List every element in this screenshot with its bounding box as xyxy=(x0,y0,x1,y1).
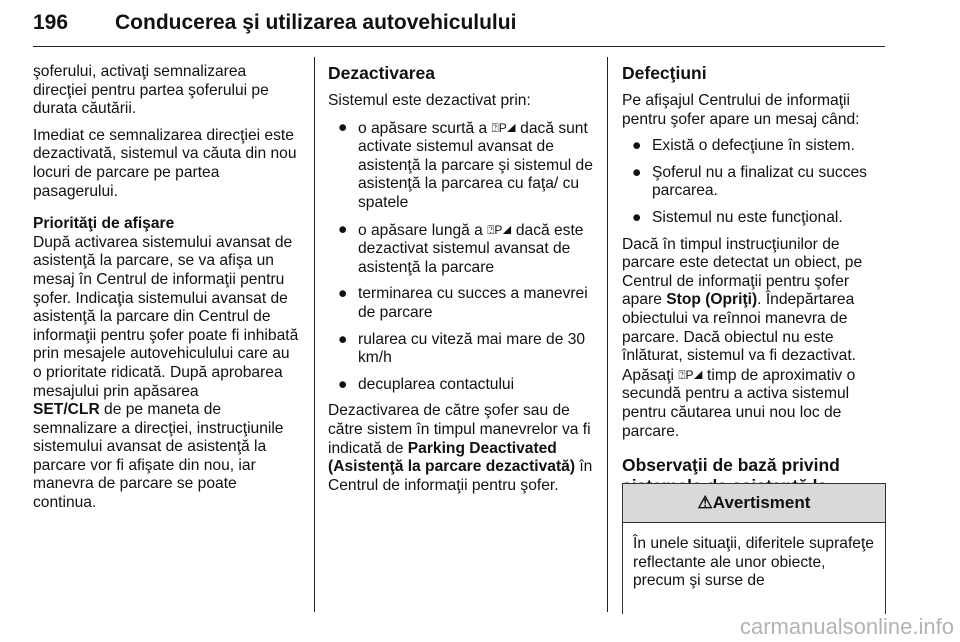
column-divider-1 xyxy=(314,57,315,612)
header-divider xyxy=(33,46,885,47)
column-divider-2 xyxy=(607,57,608,612)
button-name-set-clr: SET/CLR xyxy=(33,401,100,419)
list-item: ● Sistemul nu este funcţional. xyxy=(632,208,843,226)
page-header xyxy=(33,11,885,37)
warning-box xyxy=(622,483,886,614)
chapter-title: Conducerea şi utilizarea autovehiculului xyxy=(115,11,517,34)
warning-title: Avertisment xyxy=(712,493,811,512)
page-number: 196 xyxy=(33,11,69,34)
section-heading-basic-notes: Observaţii de bază privind xyxy=(622,455,840,476)
bullet-icon: ● xyxy=(338,285,348,303)
list-item: ● Există o defecţiune în sistem. xyxy=(632,137,855,155)
deactivation-list xyxy=(328,119,596,395)
bullet-icon: ● xyxy=(632,137,642,155)
column-right xyxy=(622,63,886,526)
watermark: carmanualsonline.info xyxy=(739,614,954,639)
paragraph: Imediat ce semnalizarea direcţiei este dezactivată, sistemul va căuta din nou locuri de parcare pe partea pasagerului. xyxy=(33,126,297,200)
bullet-icon: ● xyxy=(632,163,642,181)
park-assist-button-icon: ⍰P◢ xyxy=(487,222,512,237)
warning-header xyxy=(623,484,885,523)
list-item: ● Şoferul nu a finalizat cu succes parcarea. xyxy=(632,163,867,200)
park-assist-button-icon: ⍰P◢ xyxy=(678,367,703,382)
message-parking-deactivated: Parking Deactivated (Asistenţă la parcare dezactivată) xyxy=(328,439,576,476)
bullet-icon: ● xyxy=(338,118,348,136)
bullet-icon: ● xyxy=(338,220,348,238)
paragraph: După activarea sistemului avansat de asistenţă la parcare, se va afişa un mesaj în Centrul de informaţii pentru şofer. Indicaţia sistemului avansat de asistenţă la parcare din Centrul de informaţii pentru şofer poate fi inhibată prin mesajele autovehiculului care au o prioritate ridicată. După aprobarea mesajului prin apăsarea SET/CLR de pe maneta de semnalizare a direcţiei, instrucţiunile sistemului avansat de asistenţă la parcare vor fi afişate din nou, iar manevra de parcare se poate continua. xyxy=(33,233,299,512)
paragraph: Dezactivarea de către şofer sau de către sistem în timpul manevrelor va fi indicată de Parking Deactivated (Asistenţă la parcare dezactivată) în Centrul de informaţii pentru şofer. xyxy=(328,402,593,494)
list-item: ● o apăsare lungă a ⍰P◢ dacă este dezactivat sistemul avansat de asistenţă la parcare xyxy=(338,220,584,276)
list-item: ● o apăsare scurtă a ⍰P◢ dacă sunt activate sistemul avansat de asistenţă la parcare şi sistemul de asistenţă la parcarea cu faţa/ cu spatele xyxy=(338,118,593,211)
paragraph: Pe afişajul Centrului de informaţii pentru şofer apare un mesaj când: xyxy=(622,92,860,128)
paragraph: Dacă în timpul instrucţiunilor de parcare este detectat un obiect, pe Centrul de informaţii pentru şofer apare Stop (Opriţi). Îndepărtarea obiectului va reînnoi manevra de parcare. Dacă obiectul nu este înlăturat, sistemul va fi dezactivat. Apăsaţi ⍰P◢ timp de aproximativ o secundă pentru a activa sistemul pentru căutarea unui nou loc de parcare. xyxy=(622,235,863,440)
faults-list xyxy=(622,137,886,227)
list-item: ● rularea cu viteză mai mare de 30 km/h xyxy=(338,330,586,367)
paragraph: şoferului, activaţi semnalizarea direcţiei pentru partea şoferului pe durata căutării. xyxy=(33,63,269,118)
list-item: ● terminarea cu succes a manevrei de parcare xyxy=(338,285,588,321)
bullet-icon: ● xyxy=(338,375,348,393)
paragraph: Sistemul este dezactivat prin: xyxy=(328,92,531,109)
park-assist-button-icon: ⍰P◢ xyxy=(491,120,516,135)
section-heading-display-priorities: Priorităţi de afişare xyxy=(33,215,175,233)
section-heading-faults: Defecţiuni xyxy=(622,63,707,83)
bullet-icon: ● xyxy=(338,330,348,348)
section-heading-deactivation: Dezactivarea xyxy=(328,63,436,83)
bullet-icon: ● xyxy=(632,208,642,226)
warning-icon: ⚠ xyxy=(697,493,713,512)
column-left xyxy=(33,63,301,521)
message-stop: Stop (Opriţi) xyxy=(666,291,758,309)
list-item: ● decuplarea contactului xyxy=(338,375,515,393)
warning-text: În unele situaţii, diferitele suprafeţe reflectante ale unor obiecte, precum şi surse de xyxy=(633,535,874,590)
column-middle xyxy=(328,63,596,503)
